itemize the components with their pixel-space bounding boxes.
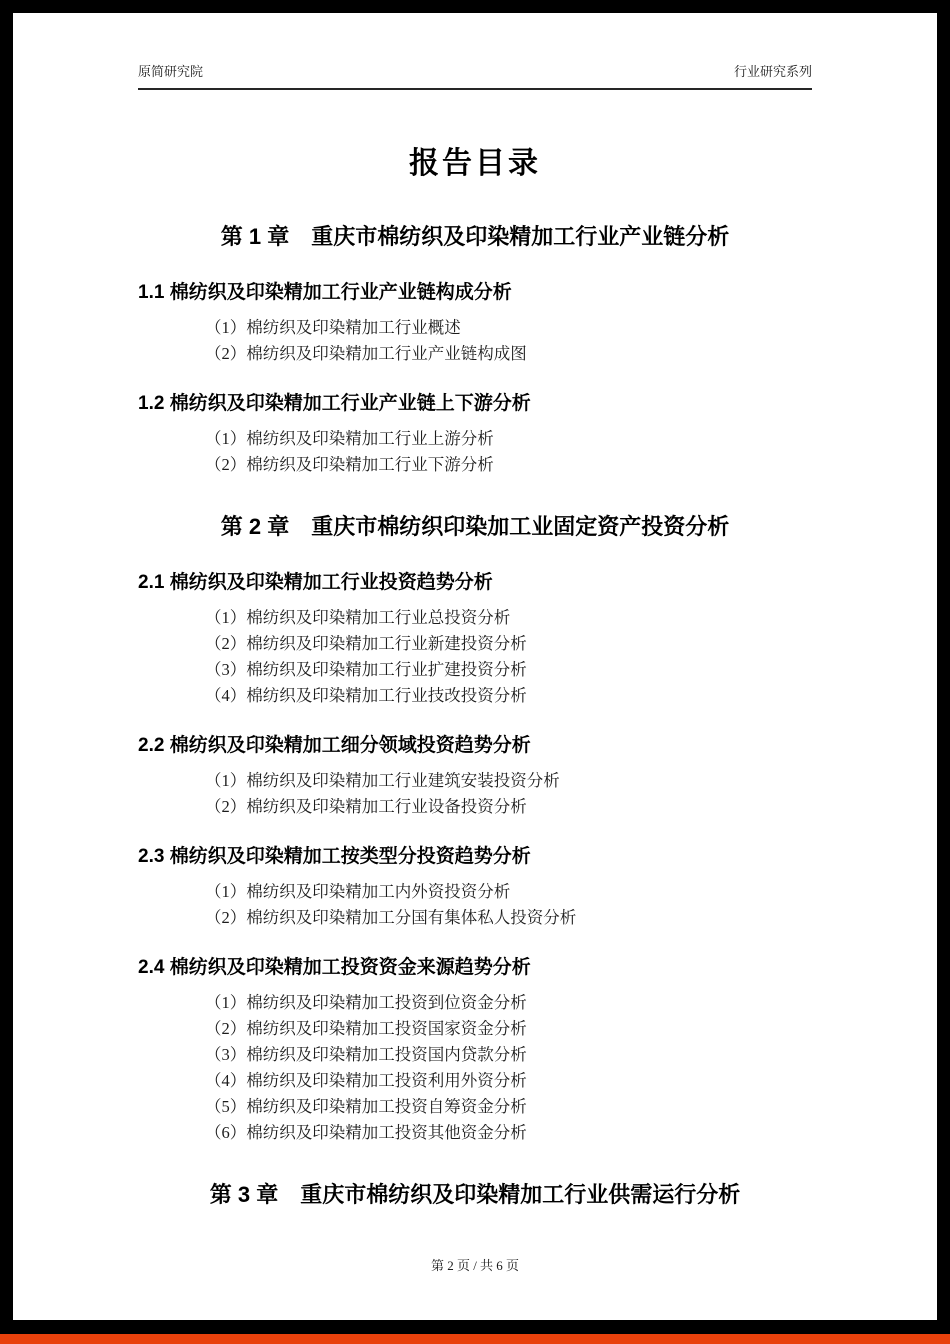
section-2-4-heading: 2.4 棉纺织及印染精加工投资资金来源趋势分析 [138, 957, 531, 978]
toc-item: （2）棉纺织及印染精加工投资国家资金分析 [205, 1019, 527, 1038]
toc-item: （2）棉纺织及印染精加工行业新建投资分析 [205, 634, 527, 653]
section-2-3-heading: 2.3 棉纺织及印染精加工按类型分投资趋势分析 [138, 846, 531, 867]
section-1-2-items [138, 426, 812, 478]
toc-item: （1）棉纺织及印染精加工行业概述 [205, 318, 461, 337]
page-number-indicator: 第 2 页 / 共 6 页 [430, 1258, 520, 1273]
toc-item: （4）棉纺织及印染精加工行业技改投资分析 [205, 686, 527, 705]
toc-item: （1）棉纺织及印染精加工行业上游分析 [205, 429, 494, 448]
document-page [13, 13, 937, 1320]
section-2-2-heading: 2.2 棉纺织及印染精加工细分领域投资趋势分析 [138, 735, 531, 756]
section-2-1-items [138, 605, 812, 709]
chapter-3-heading: 第 3 章 重庆市棉纺织及印染精加工行业供需运行分析 [209, 1182, 741, 1207]
toc-item: （4）棉纺织及印染精加工投资利用外资分析 [205, 1071, 527, 1090]
header-rule [138, 88, 812, 90]
chapter-1-heading: 第 1 章 重庆市棉纺织及印染精加工行业产业链分析 [220, 224, 730, 249]
toc-item: （2）棉纺织及印染精加工行业产业链构成图 [205, 344, 527, 363]
toc-item: （3）棉纺织及印染精加工行业扩建投资分析 [205, 660, 527, 679]
toc-item: （1）棉纺织及印染精加工行业总投资分析 [205, 608, 511, 627]
section-2-4-items [138, 990, 812, 1146]
page-footer [13, 1255, 937, 1274]
header-left-text: 原简研究院 [138, 64, 204, 79]
section-1-1-heading: 1.1 棉纺织及印染精加工行业产业链构成分析 [138, 282, 512, 303]
toc-item: （1）棉纺织及印染精加工行业建筑安装投资分析 [205, 771, 560, 790]
toc-item: （2）棉纺织及印染精加工分国有集体私人投资分析 [205, 908, 577, 927]
toc-item: （2）棉纺织及印染精加工行业设备投资分析 [205, 797, 527, 816]
toc-item: （6）棉纺织及印染精加工投资其他资金分析 [205, 1123, 527, 1142]
toc-item: （5）棉纺织及印染精加工投资自筹资金分析 [205, 1097, 527, 1116]
section-1-1-items [138, 315, 812, 367]
section-1-2-heading: 1.2 棉纺织及印染精加工行业产业链上下游分析 [138, 393, 531, 414]
chapter-2-heading: 第 2 章 重庆市棉纺织印染加工业固定资产投资分析 [220, 514, 730, 539]
toc-item: （2）棉纺织及印染精加工行业下游分析 [205, 455, 494, 474]
bottom-accent-bar [0, 1334, 950, 1344]
section-2-3-items [138, 879, 812, 931]
header-right-text: 行业研究系列 [733, 64, 812, 79]
toc-item: （3）棉纺织及印染精加工投资国内贷款分析 [205, 1045, 527, 1064]
section-2-1-heading: 2.1 棉纺织及印染精加工行业投资趋势分析 [138, 572, 493, 593]
page-header [138, 63, 812, 81]
section-2-2-items [138, 768, 812, 820]
toc-item: （1）棉纺织及印染精加工内外资投资分析 [205, 882, 511, 901]
page-title: 报告目录 [409, 147, 541, 180]
toc-item: （1）棉纺织及印染精加工投资到位资金分析 [205, 993, 527, 1012]
